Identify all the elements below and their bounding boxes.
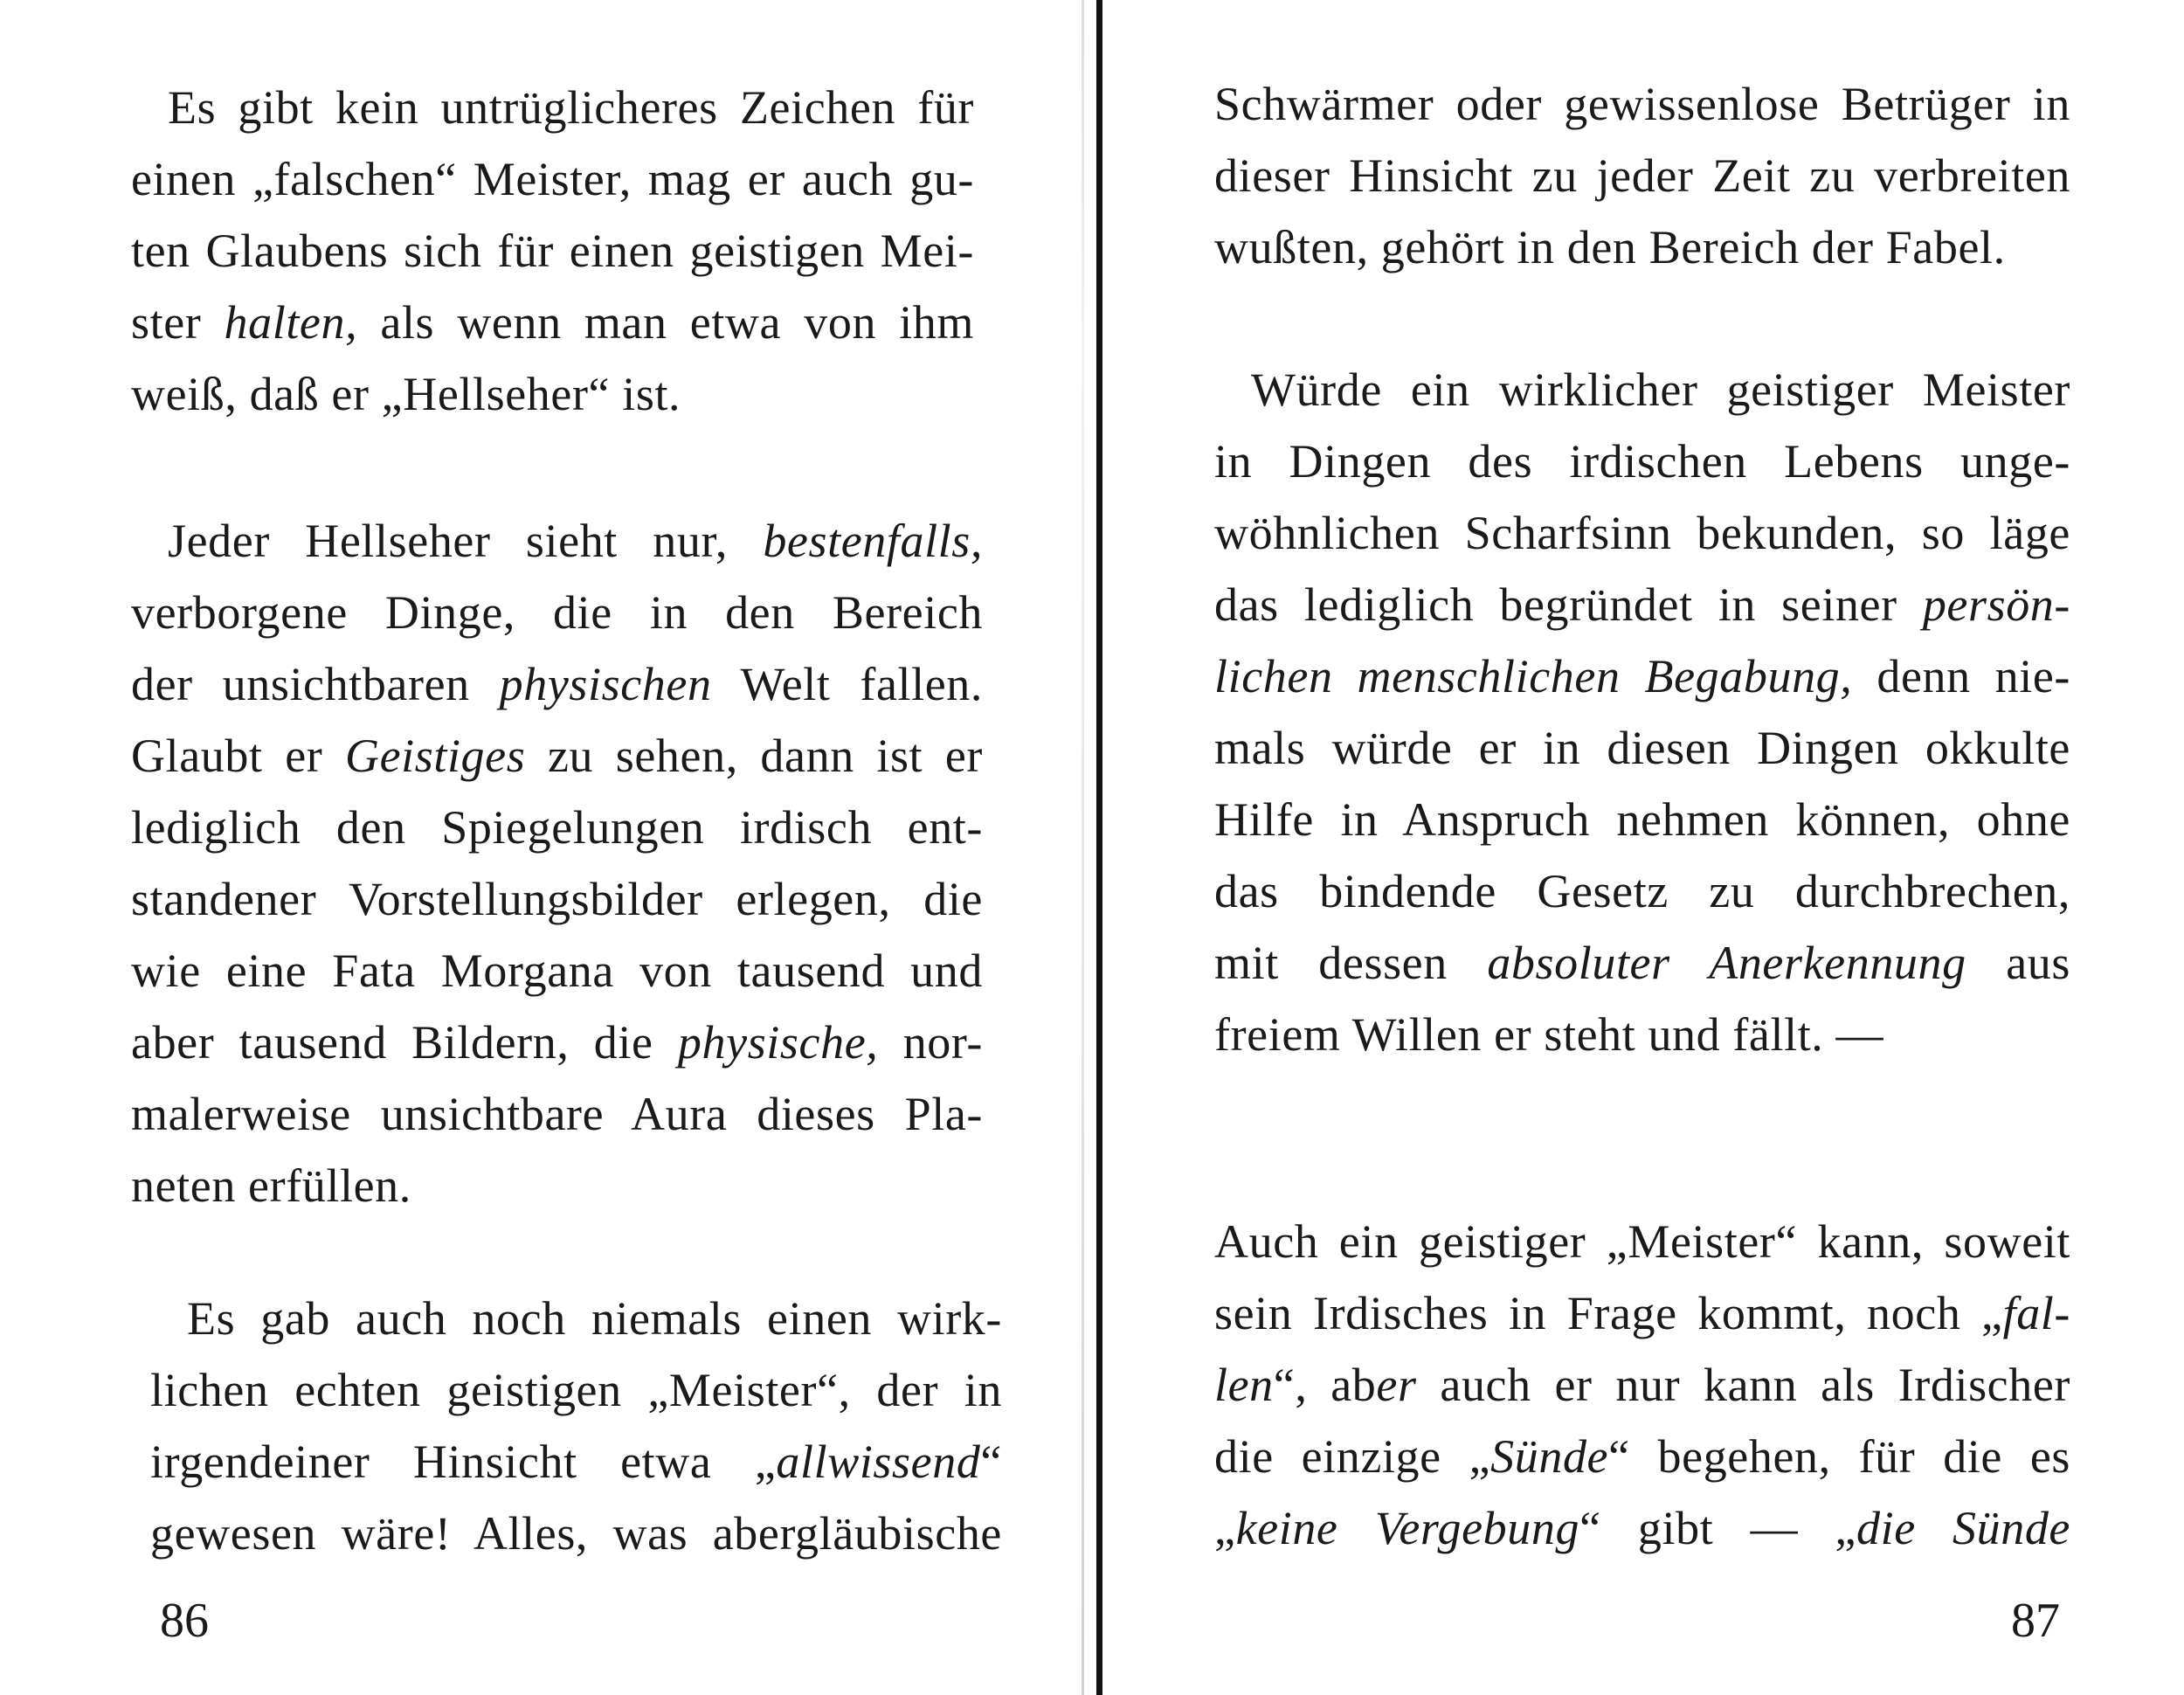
book-gutter — [1096, 0, 1102, 1695]
text-line: mit dessen absoluter Anerkennung aus — [1214, 937, 2070, 989]
text-line: lichen echten geistigen „Meister“, der in — [150, 1364, 1002, 1416]
paragraph — [131, 72, 974, 430]
text-line: neten erfüllen. — [131, 1159, 411, 1212]
text-line: lichen menschlichen Begabung, denn nie- — [1214, 650, 2071, 702]
text-line: einen „falschen“ Meister, mag er auch gu- — [131, 153, 974, 205]
text-line: sein Irdisches in Frage kommt, noch „fal- — [1214, 1287, 2070, 1339]
text-line: wöhnlichen Scharfsinn bekunden, so läge — [1214, 507, 2070, 559]
text-line: Es gab auch noch niemals einen wirk- — [187, 1292, 1002, 1345]
text-line: standener Vorstellungsbilder erlegen, die — [131, 873, 983, 925]
paragraph — [131, 505, 983, 1221]
text-line: wußten, gehört in den Bereich der Fabel. — [1214, 221, 2006, 273]
page-number: 86 — [160, 1594, 209, 1648]
text-line: Schwärmer oder gewissenlose Betrüger in — [1214, 78, 2070, 130]
text-fragment: ster halten, als wenn man etwa von ihm — [131, 296, 975, 349]
paragraph — [1214, 68, 2070, 283]
text-line: lediglich den Spiegelungen irdisch ent- — [131, 801, 983, 854]
text-line: Es gibt kein untrüglicheres Zeichen für — [168, 81, 974, 134]
gutter-shadow — [1082, 0, 1084, 1695]
text-line: die einzige „Sünde“ begehen, für die es — [1214, 1430, 2071, 1483]
text-line: in Dingen des irdischen Lebens unge- — [1214, 435, 2070, 488]
text-line: Jeder Hellseher sieht nur, bestenfalls, — [168, 515, 983, 567]
text-line: das bindende Gesetz zu durchbrechen, — [1214, 865, 2070, 917]
paragraph — [1214, 1206, 2070, 1564]
text-line: Glaubt er Geistiges zu sehen, dann ist er — [131, 730, 984, 782]
text-line: ten Glaubens sich für einen geistigen Mei- — [131, 225, 974, 277]
text-line: verborgene Dinge, die in den Bereich — [131, 586, 983, 639]
page-number: 87 — [2011, 1594, 2060, 1648]
text-line — [131, 287, 974, 358]
right-page — [1102, 0, 2184, 1695]
text-line: wie eine Fata Morgana von tausend und — [131, 944, 983, 997]
text-line: freiem Willen er steht und fällt. — — [1214, 1008, 1884, 1061]
text-line: der unsichtbaren physischen Welt fallen. — [131, 658, 983, 710]
text-line: gewesen wäre! Alles, was abergläubische — [150, 1507, 1002, 1560]
text-line: Hilfe in Anspruch nehmen können, ohne — [1214, 793, 2070, 846]
text-line: Würde ein wirklicher geistiger Meister — [1251, 363, 2070, 416]
text-line: mals würde er in diesen Dingen okkulte — [1214, 722, 2070, 774]
text-line: „keine Vergebung“ gibt — „die Sünde — [1214, 1502, 2070, 1554]
text-line: Auch ein geistiger „Meister“ kann, soweit — [1214, 1215, 2070, 1268]
text-line: irgendeiner Hinsicht etwa „allwissend“ — [150, 1436, 1002, 1488]
paragraph — [1214, 354, 2070, 1070]
text-line: malerweise unsichtbare Aura dieses Pla- — [131, 1088, 983, 1140]
text-line: weiß, daß er „Hellseher“ ist. — [131, 368, 681, 420]
text-line: aber tausend Bildern, die physische, nor- — [131, 1016, 983, 1069]
text-line: len“, aber auch er nur kann als Irdischer — [1214, 1359, 2070, 1411]
paragraph — [150, 1283, 1002, 1569]
text-line: das lediglich begründet in seiner persön- — [1214, 578, 2070, 631]
text-line: dieser Hinsicht zu jeder Zeit zu verbreiten — [1214, 149, 2070, 202]
